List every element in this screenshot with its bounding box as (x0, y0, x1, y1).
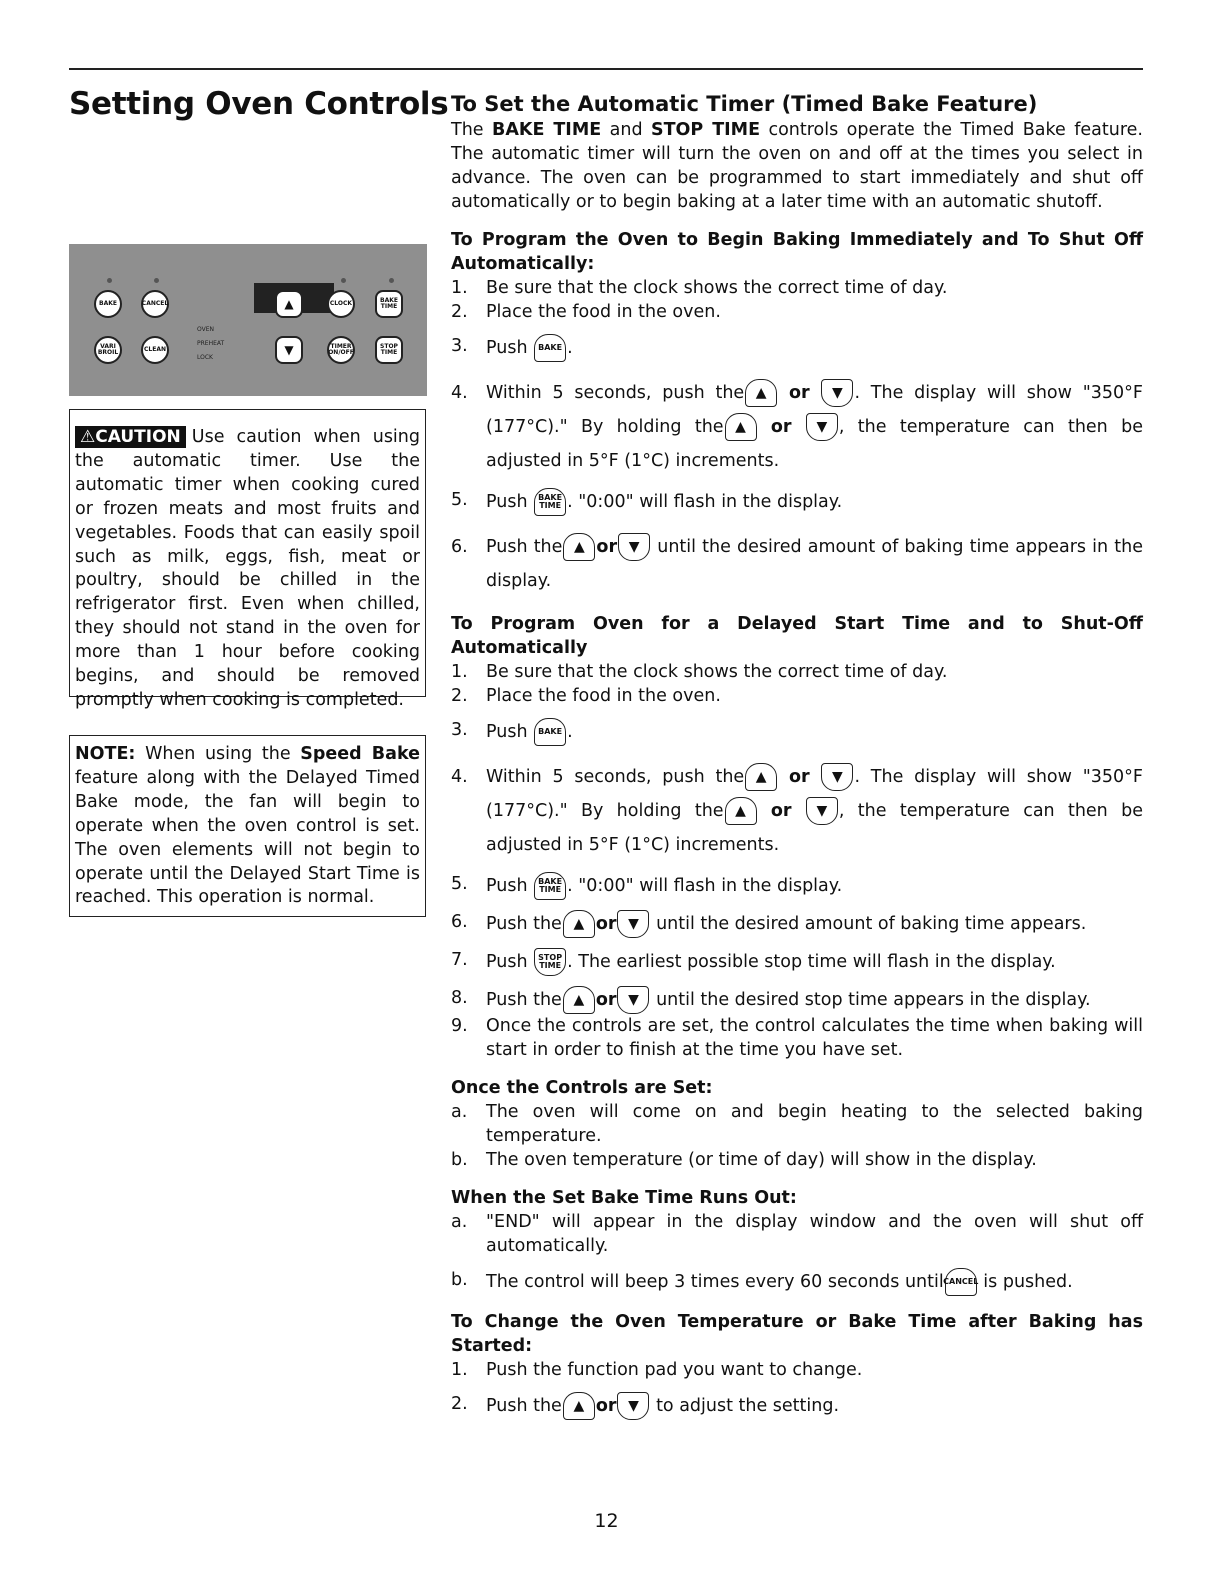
note-speed-bake: Speed Bake (300, 744, 420, 764)
list-item: 2. Push the ▲ or ▼ to adjust the setting. (451, 1392, 1143, 1420)
list-item: 2. Place the food in the oven. (451, 686, 721, 706)
down-arrow-key-icon: ▼ (618, 533, 650, 561)
section-intro: The BAKE TIME and STOP TIME controls operate the Timed Bake feature. The automatic timer will turn the oven on and off at the times you select in advance. The oven can be programmed to start immediately and shut off automatically or to begin baking at a later time with an automatic shutoff. (451, 120, 1143, 212)
panel-stop-time-button: STOP TIME (375, 336, 403, 364)
main-column (451, 90, 1143, 1420)
caution-box (69, 409, 426, 710)
list-item: 1. Push the function pad you want to change. (451, 1360, 863, 1380)
down-arrow-key-icon: ▼ (617, 910, 649, 938)
bake-time-key-icon: BAKE TIME (534, 488, 566, 516)
list-item: b. The oven temperature (or time of day) will show in the display. (451, 1150, 1037, 1170)
up-arrow-key-icon: ▲ (563, 1392, 595, 1420)
list-item: a. "END" will appear in the display window and the oven will shut off automatically. (451, 1212, 1143, 1256)
up-arrow-key-icon: ▲ (725, 413, 757, 441)
page-title: Setting Oven Controls (69, 86, 449, 122)
panel-bake-button: BAKE (94, 290, 122, 318)
bake-time-key-icon: BAKE TIME (534, 872, 566, 900)
header-rule (69, 68, 1143, 70)
list-item: 8. Push the ▲ or ▼ until the desired stop time appears in the display. (451, 986, 1143, 1014)
page-number: 12 (594, 1510, 619, 1532)
caution-text: Use caution when using the automatic timer. Use the automatic timer when cooking cured or frozen meats and most fruits and vegetables. Foods that can easily spoil such as milk, eggs, fish, meat or poultry, should be chilled in the refrigerator first. Even when chilled, they should not stand in the oven for more than 1 hour before cooking begins, and should be removed promptly when cooking is completed. (75, 427, 420, 710)
list-item: 5. Push BAKE TIME . "0:00" will flash in the display. (451, 488, 1143, 516)
panel-indicator-preheat: PREHEAT (197, 340, 225, 347)
note-text-pre: When using the (135, 744, 301, 764)
panel-bake-time-button: BAKE TIME (375, 290, 403, 318)
panel-down-button: ▼ (275, 336, 303, 364)
down-arrow-key-icon: ▼ (806, 797, 838, 825)
list-item: 3. Push BAKE . (451, 334, 1143, 362)
panel-led (341, 278, 346, 283)
panel-timer-button: TIMER ON/OFF (327, 336, 355, 364)
list-item: 4. Within 5 seconds, push the ▲ or ▼ . The display will show "350°F (177°C)." By holding the ▲ or ▼ , the temperature can then be adjusted in 5°F (1°C) increments. (451, 376, 1143, 478)
panel-clock-button: CLOCK (327, 290, 355, 318)
list-item: 6. Push the ▲ or ▼ until the desired amount of baking time appears. (451, 910, 1143, 938)
down-arrow-key-icon: ▼ (617, 1392, 649, 1420)
down-arrow-key-icon: ▼ (821, 379, 853, 407)
list-item: a. The oven will come on and begin heating to the selected baking temperature. (451, 1102, 1143, 1146)
change-heading: To Change the Oven Temperature or Bake Time after Baking has Started: (451, 1312, 1143, 1356)
delayed-heading: To Program Oven for a Delayed Start Time and to Shut-Off Automatically (451, 614, 1143, 658)
bake-key-icon: BAKE (534, 334, 566, 362)
immediate-heading: To Program the Oven to Begin Baking Immediately and To Shut Off Automatically: (451, 230, 1143, 274)
up-arrow-key-icon: ▲ (563, 910, 595, 938)
caution-badge: ⚠CAUTION (75, 426, 186, 448)
bake-key-icon: BAKE (534, 718, 566, 746)
list-item: 4. Within 5 seconds, push the ▲ or ▼ . The display will show "350°F (177°C)." By holding the ▲ or ▼ , the temperature can then be adjusted in 5°F (1°C) increments. (451, 760, 1143, 862)
down-arrow-key-icon: ▼ (617, 986, 649, 1014)
list-item: 7. Push STOP TIME . The earliest possible stop time will flash in the display. (451, 948, 1143, 976)
panel-led (154, 278, 159, 283)
list-item: 9. Once the controls are set, the control calculates the time when baking will start in order to finish at the time you have set. (451, 1016, 1143, 1060)
panel-led (107, 278, 112, 283)
list-item: 2. Place the food in the oven. (451, 302, 721, 322)
panel-clean-button: CLEAN (141, 336, 169, 364)
up-arrow-key-icon: ▲ (745, 763, 777, 791)
down-arrow-key-icon: ▼ (821, 763, 853, 791)
list-item: 1. Be sure that the clock shows the correct time of day. (451, 662, 948, 682)
panel-cancel-button: CANCEL (141, 290, 169, 318)
runs-out-heading: When the Set Bake Time Runs Out: (451, 1188, 797, 1208)
list-item: 6. Push the ▲ or ▼ until the desired amount of baking time appears in the display. (451, 530, 1143, 598)
down-arrow-key-icon: ▼ (806, 413, 838, 441)
note-text-post: feature along with the Delayed Timed Bake mode, the fan will begin to operate when the oven control is set. The oven elements will not begin to operate until the Delayed Start Time is reached. This operation is normal. (75, 767, 420, 908)
list-item: 1. Be sure that the clock shows the correct time of day. (451, 278, 948, 298)
panel-vari-broil-button: VARI BROIL (94, 336, 122, 364)
section-title: To Set the Automatic Timer (Timed Bake Feature) (451, 92, 1038, 116)
panel-indicator-lock: LOCK (197, 354, 213, 361)
once-set-heading: Once the Controls are Set: (451, 1078, 713, 1098)
panel-led (389, 278, 394, 283)
list-item: b. The control will beep 3 times every 60 seconds untilCANCEL is pushed. (451, 1268, 1143, 1296)
list-item: 5. Push BAKE TIME . "0:00" will flash in the display. (451, 872, 1143, 900)
control-panel-image (69, 244, 427, 396)
cancel-key-icon: CANCEL (945, 1268, 977, 1296)
stop-time-key-icon: STOP TIME (534, 948, 566, 976)
list-item: 3. Push BAKE . (451, 718, 1143, 746)
up-arrow-key-icon: ▲ (563, 533, 595, 561)
panel-up-button: ▲ (275, 290, 303, 318)
panel-indicator-oven: OVEN (197, 326, 215, 333)
up-arrow-key-icon: ▲ (563, 986, 595, 1014)
note-label: NOTE: (75, 744, 136, 764)
up-arrow-key-icon: ▲ (725, 797, 757, 825)
up-arrow-key-icon: ▲ (745, 379, 777, 407)
note-box (69, 735, 426, 917)
